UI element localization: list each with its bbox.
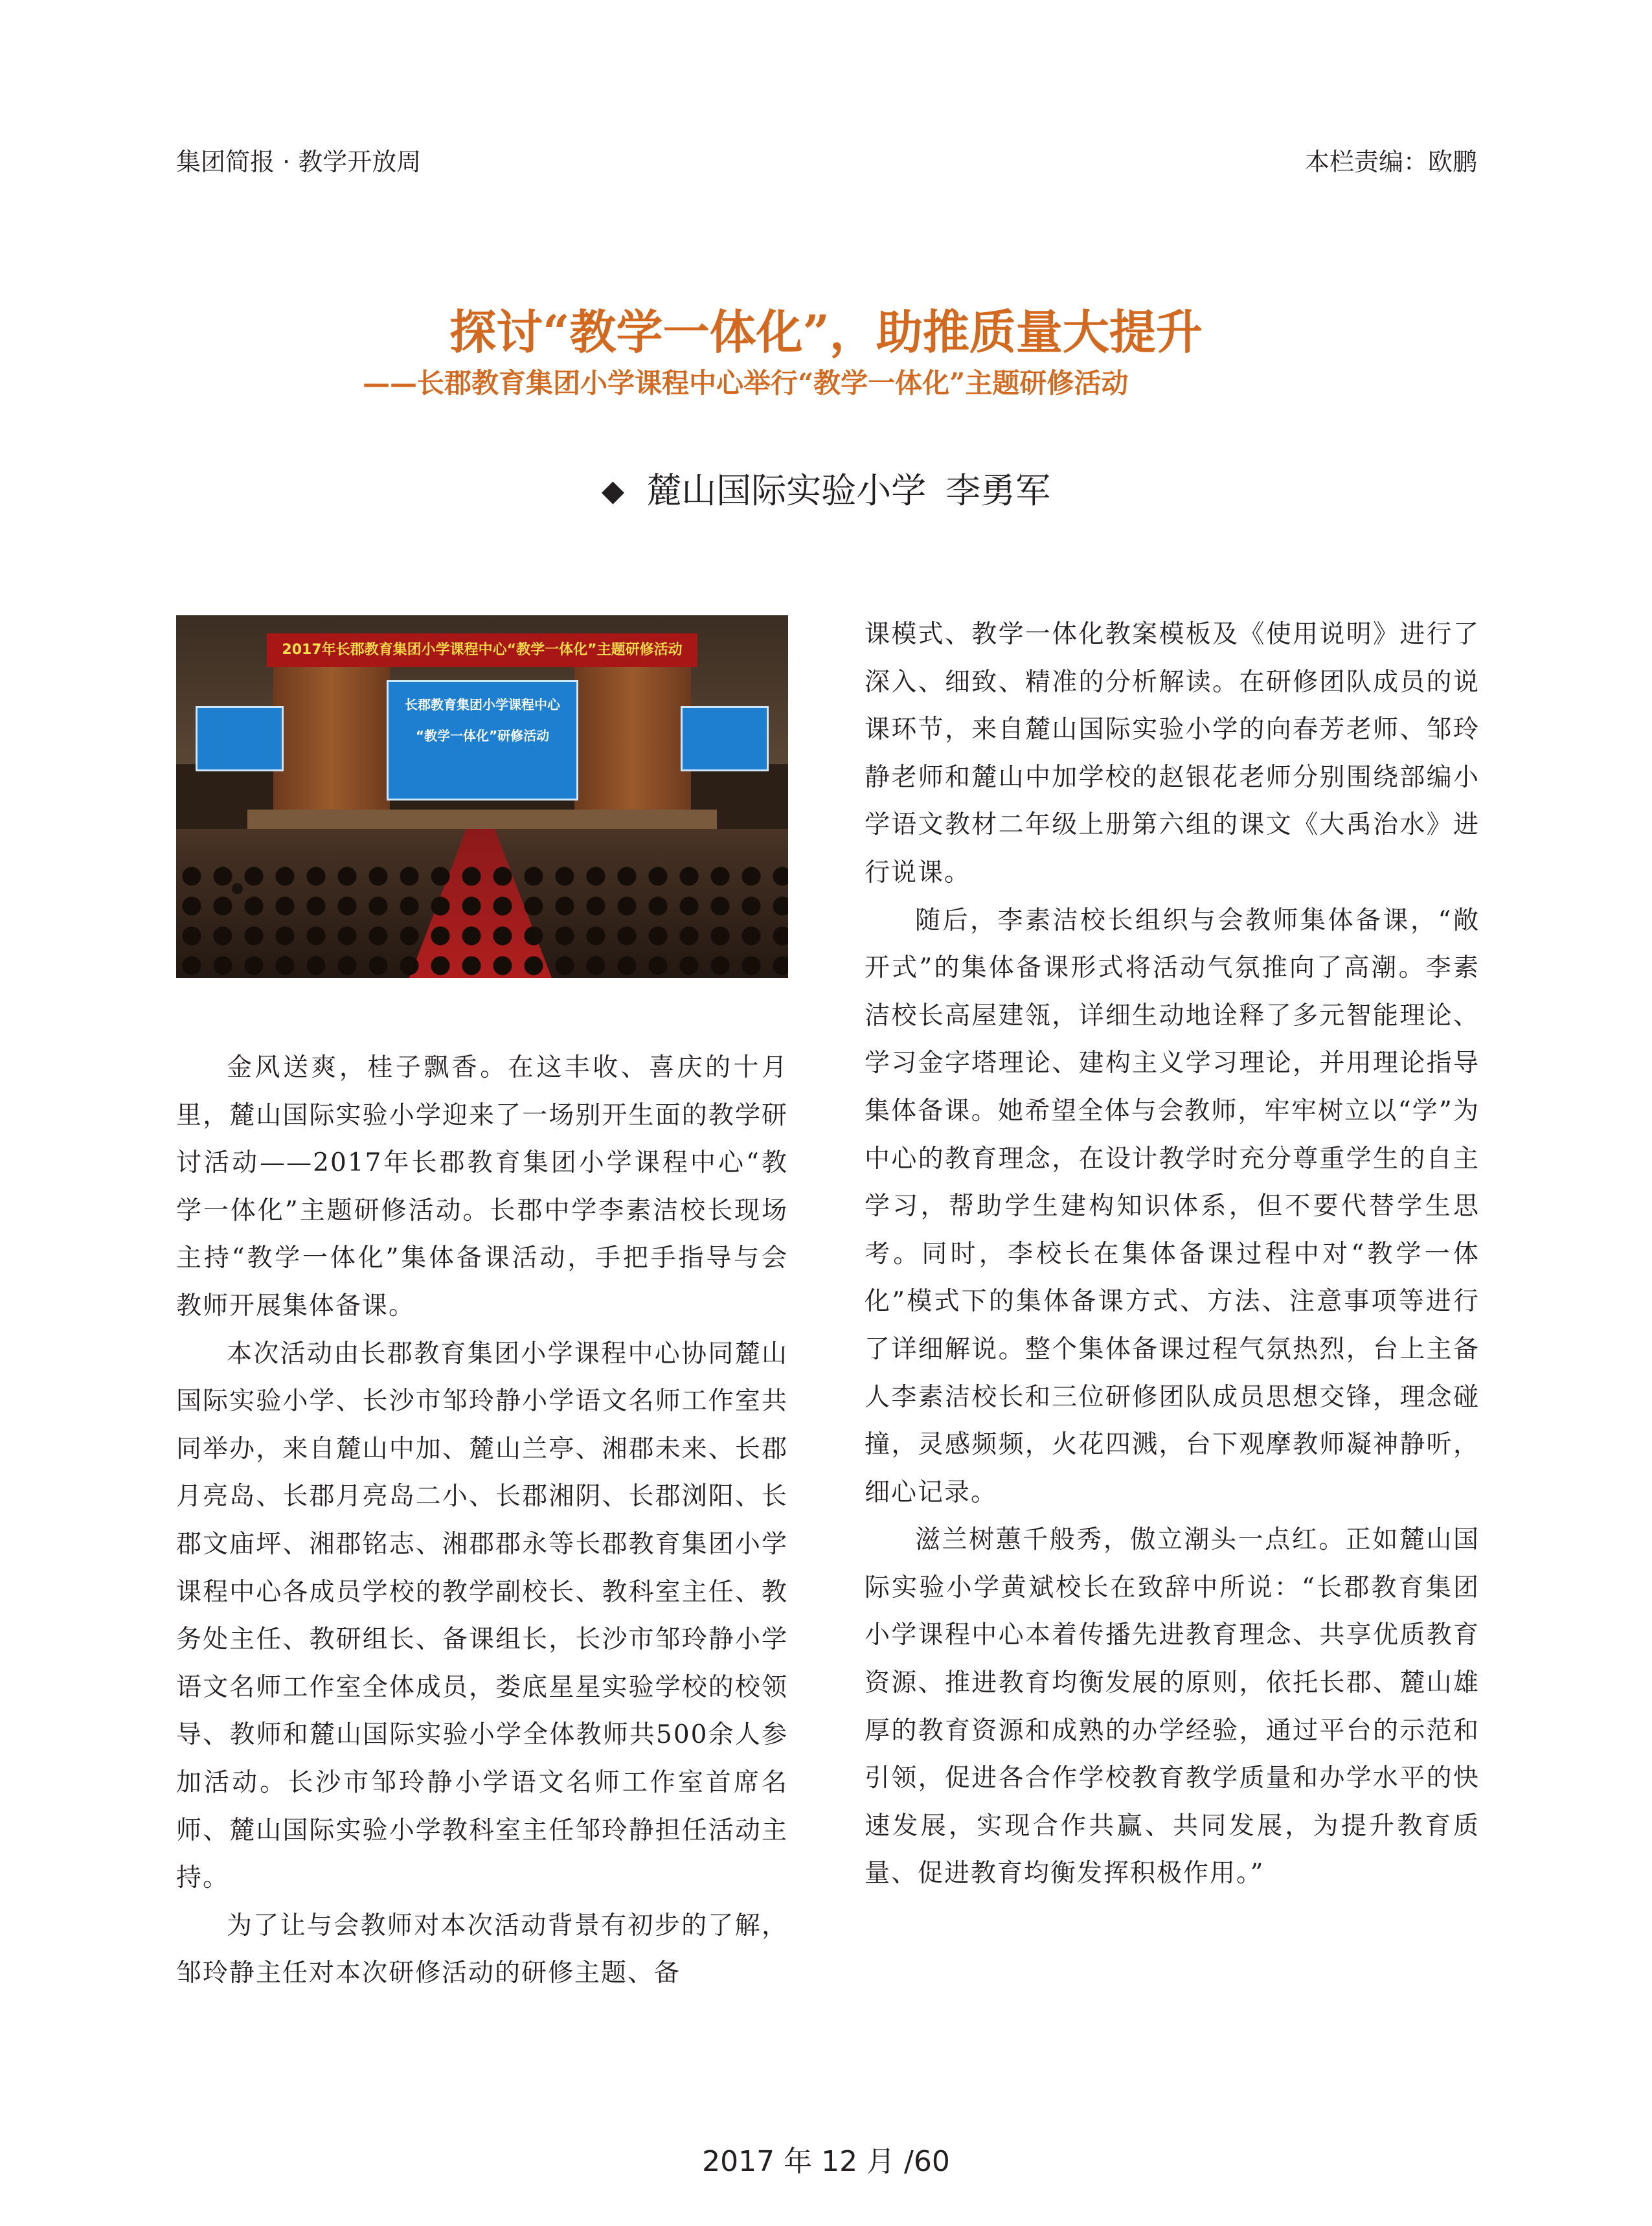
byline <box>0 468 1652 514</box>
right-column <box>865 611 1480 1898</box>
photo-screen-title-1: 长郡教育集团小学课程中心 <box>405 697 560 712</box>
paragraph: 本次活动由长郡教育集团小学课程中心协同麓山国际实验小学、长沙市邹玲静小学语文名师工作室共同举办，来自麓山中加、麓山兰亭、湘郡未来、长郡月亮岛、长郡月亮岛二小、长郡湘阴、长郡浏阳、长郡文庙坪、湘郡铭志、湘郡郡永等长郡教育集团小学课程中心各成员学校的教学副校长、教科室主任、教务处主任、教研组长、备课组长，长沙市邹玲静小学语文名师工作室全体成员，娄底星星实验学校的校领导、教师和麓山国际实验小学全体教师共500余人参加活动。长沙市邹玲静小学语文名师工作室首席名师、麓山国际实验小学教科室主任邹玲静担任活动主持。 <box>176 1339 788 1893</box>
article-title: 探讨“教学一体化”，助推质量大提升 <box>449 304 1203 359</box>
paragraph: 金风送爽，桂子飘香。在这丰收、喜庆的十月里，麓山国际实验小学迎来了一场别开生面的教学研讨活动——2017年长郡教育集团小学课程中心“教学一体化”主题研修活动。长郡中学李素洁校长现场主持“教学一体化”集体备课活动，手把手指导与会教师开展集体备课。 <box>176 1053 788 1321</box>
paragraph-continued: 课模式、教学一体化教案模板及《使用说明》进行了深入、细致、精准的分析解读。在研修团队成员的说课环节，来自麓山国际实验小学的向春芳老师、邹玲静老师和麓山中加学校的赵银花老师分别围绕部编小学语文教材二年级上册第六组的课文《大禹治水》进行说课。 <box>865 620 1480 887</box>
photo-curtain-right <box>574 667 691 829</box>
page-footer: 2017 年 12 月 /60 <box>702 2145 950 2178</box>
article-subtitle: ——长郡教育集团小学课程中心举行“教学一体化”主题研修活动 <box>363 367 1129 399</box>
paragraph: 滋兰树蕙千般秀，傲立潮头一点红。正如麓山国际实验小学黄斌校长在致辞中所说：“长郡教育集团小学课程中心本着传播先进教育理念、共享优质教育资源、推进教育均衡发展的原则，依托长郡、麓山雄厚的教育资源和成熟的办学经验，通过平台的示范和引领，促进各合作学校教育教学质量和办学水平的快速发展，实现合作共赢、共同发展，为提升教育质量、促进教育均衡发挥积极作用。” <box>865 1525 1480 1889</box>
photo-screen-title-2: “教学一体化”研修活动 <box>415 728 550 744</box>
paragraph: 为了让与会教师对本次活动背景有初步的了解，邹玲静主任对本次研修活动的研修主题、备 <box>176 1911 788 1988</box>
photo-main-screen <box>387 680 578 801</box>
photo-side-screen-right <box>681 706 769 771</box>
photo-curtain-left <box>273 667 390 829</box>
photo-audience-heads <box>176 861 788 978</box>
photo-banner: 2017年长郡教育集团小学课程中心“教学一体化”主题研修活动 <box>267 633 697 667</box>
diamond-bullet-icon: ◆ <box>601 473 625 508</box>
running-header-right: 本栏责编：欧鹏 <box>1304 148 1477 176</box>
event-photo <box>176 615 788 978</box>
author-school: 麓山国际实验小学 <box>646 470 927 511</box>
author-name: 李勇军 <box>945 470 1051 511</box>
photo-side-screen-left <box>196 706 284 771</box>
left-column <box>176 1044 788 1997</box>
paragraph: 随后，李素洁校长组织与会教师集体备课，“敞开式”的集体备课形式将活动气氛推向了高潮。李素洁校长高屋建瓴，详细生动地诠释了多元智能理论、学习金字塔理论、建构主义学习理论，并用理论指导集体备课。她希望全体与会教师，牢牢树立以“学”为中心的教育理念，在设计教学时充分尊重学生的自主学习，帮助学生建构知识体系，但不要代替学生思考。同时，李校长在集体备课过程中对“教学一体化”模式下的集体备课方式、方法、注意事项等进行了详细解说。整个集体备课过程气氛热烈，台上主备人李素洁校长和三位研修团队成员思想交锋，理念碰撞，灵感频频，火花四溅，台下观摩教师凝神静听，细心记录。 <box>865 905 1480 1507</box>
running-header-left: 集团简报 · 教学开放周 <box>176 148 422 176</box>
